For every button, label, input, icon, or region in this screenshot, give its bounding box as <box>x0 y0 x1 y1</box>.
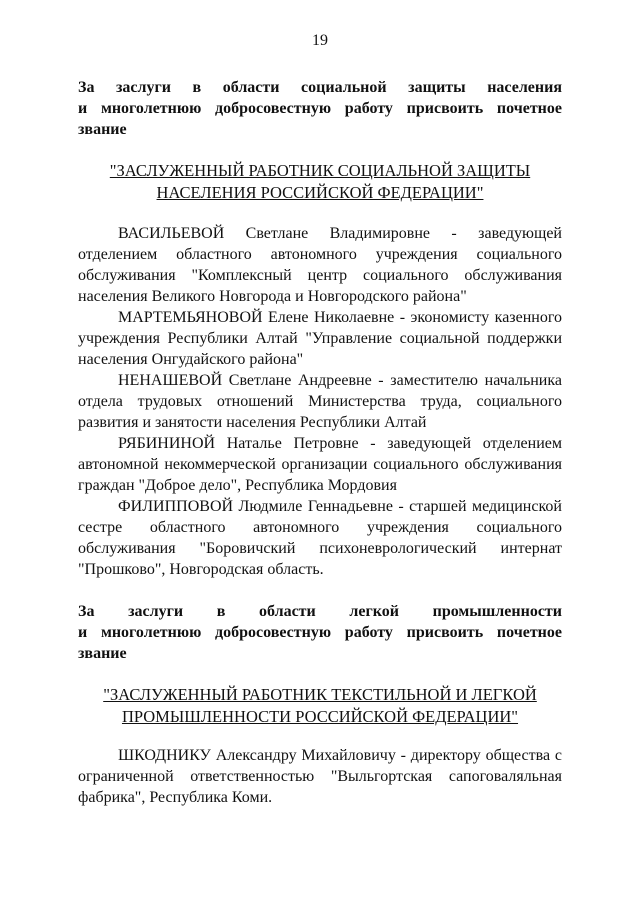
award-entry: РЯБИНИНОЙ Наталье Петровне - заведующей отделением автономной некоммерческой организации социального обслуживания граждан "Доброе дело", Республика Мордовия <box>78 435 562 494</box>
section-2-intro-line-1: За заслуги в области легкой промышленности <box>78 603 562 620</box>
section-2-entries <box>78 745 562 808</box>
page-number: 19 <box>312 32 328 49</box>
section-1-intro <box>78 77 562 140</box>
award-entry: ВАСИЛЬЕВОЙ Светлане Владимировне - заведующей отделением областного автономного учреждения социального обслуживания "Комплексный центр социального обслуживания населения Великого Новгорода и Новгородского района" <box>78 225 562 305</box>
section-1-intro-line-2: и многолетнюю добросовестную работу присвоить почетное <box>78 100 562 117</box>
section-1-intro-line-3: звание <box>78 121 127 138</box>
section-1-title-line-1: "ЗАСЛУЖЕННЫЙ РАБОТНИК СОЦИАЛЬНОЙ ЗАЩИТЫ <box>109 161 531 180</box>
section-1-entries <box>78 223 562 580</box>
section-2-title-line-2: ПРОМЫШЛЕННОСТИ РОССИЙСКОЙ ФЕДЕРАЦИИ" <box>121 707 519 726</box>
award-entry: МАРТЕМЬЯНОВОЙ Елене Николаевне - экономисту казенного учреждения Республики Алтай "Управление социальной поддержки населения Онгудайского района" <box>78 309 562 368</box>
section-2-intro <box>78 601 562 664</box>
section-2-title <box>78 684 562 728</box>
section-2-intro-line-3: звание <box>78 645 127 662</box>
section-1-intro-line-1: За заслуги в области социальной защиты населения <box>78 79 562 96</box>
award-entry: ФИЛИППОВОЙ Людмиле Геннадьевне - старшей медицинской сестре областного автономного учреждения социального обслуживания "Боровичский психоневрологический интернат "Прошково", Новгородская область. <box>78 498 562 578</box>
section-1-title-line-2: НАСЕЛЕНИЯ РОССИЙСКОЙ ФЕДЕРАЦИИ" <box>156 183 484 202</box>
award-entry: НЕНАШЕВОЙ Светлане Андреевне - заместителю начальника отдела трудовых отношений Министерства труда, социального развития и занятости населения Республики Алтай <box>78 372 562 431</box>
section-2-title-line-1: "ЗАСЛУЖЕННЫЙ РАБОТНИК ТЕКСТИЛЬНОЙ И ЛЕГКОЙ <box>103 685 537 704</box>
section-1-title <box>78 160 562 204</box>
award-entry: ШКОДНИКУ Александру Михайловичу - директору общества с ограниченной ответственностью "Выльгортская сапоговаляльная фабрика", Республика Коми. <box>78 747 562 806</box>
section-2-intro-line-2: и многолетнюю добросовестную работу присвоить почетное <box>78 624 562 641</box>
